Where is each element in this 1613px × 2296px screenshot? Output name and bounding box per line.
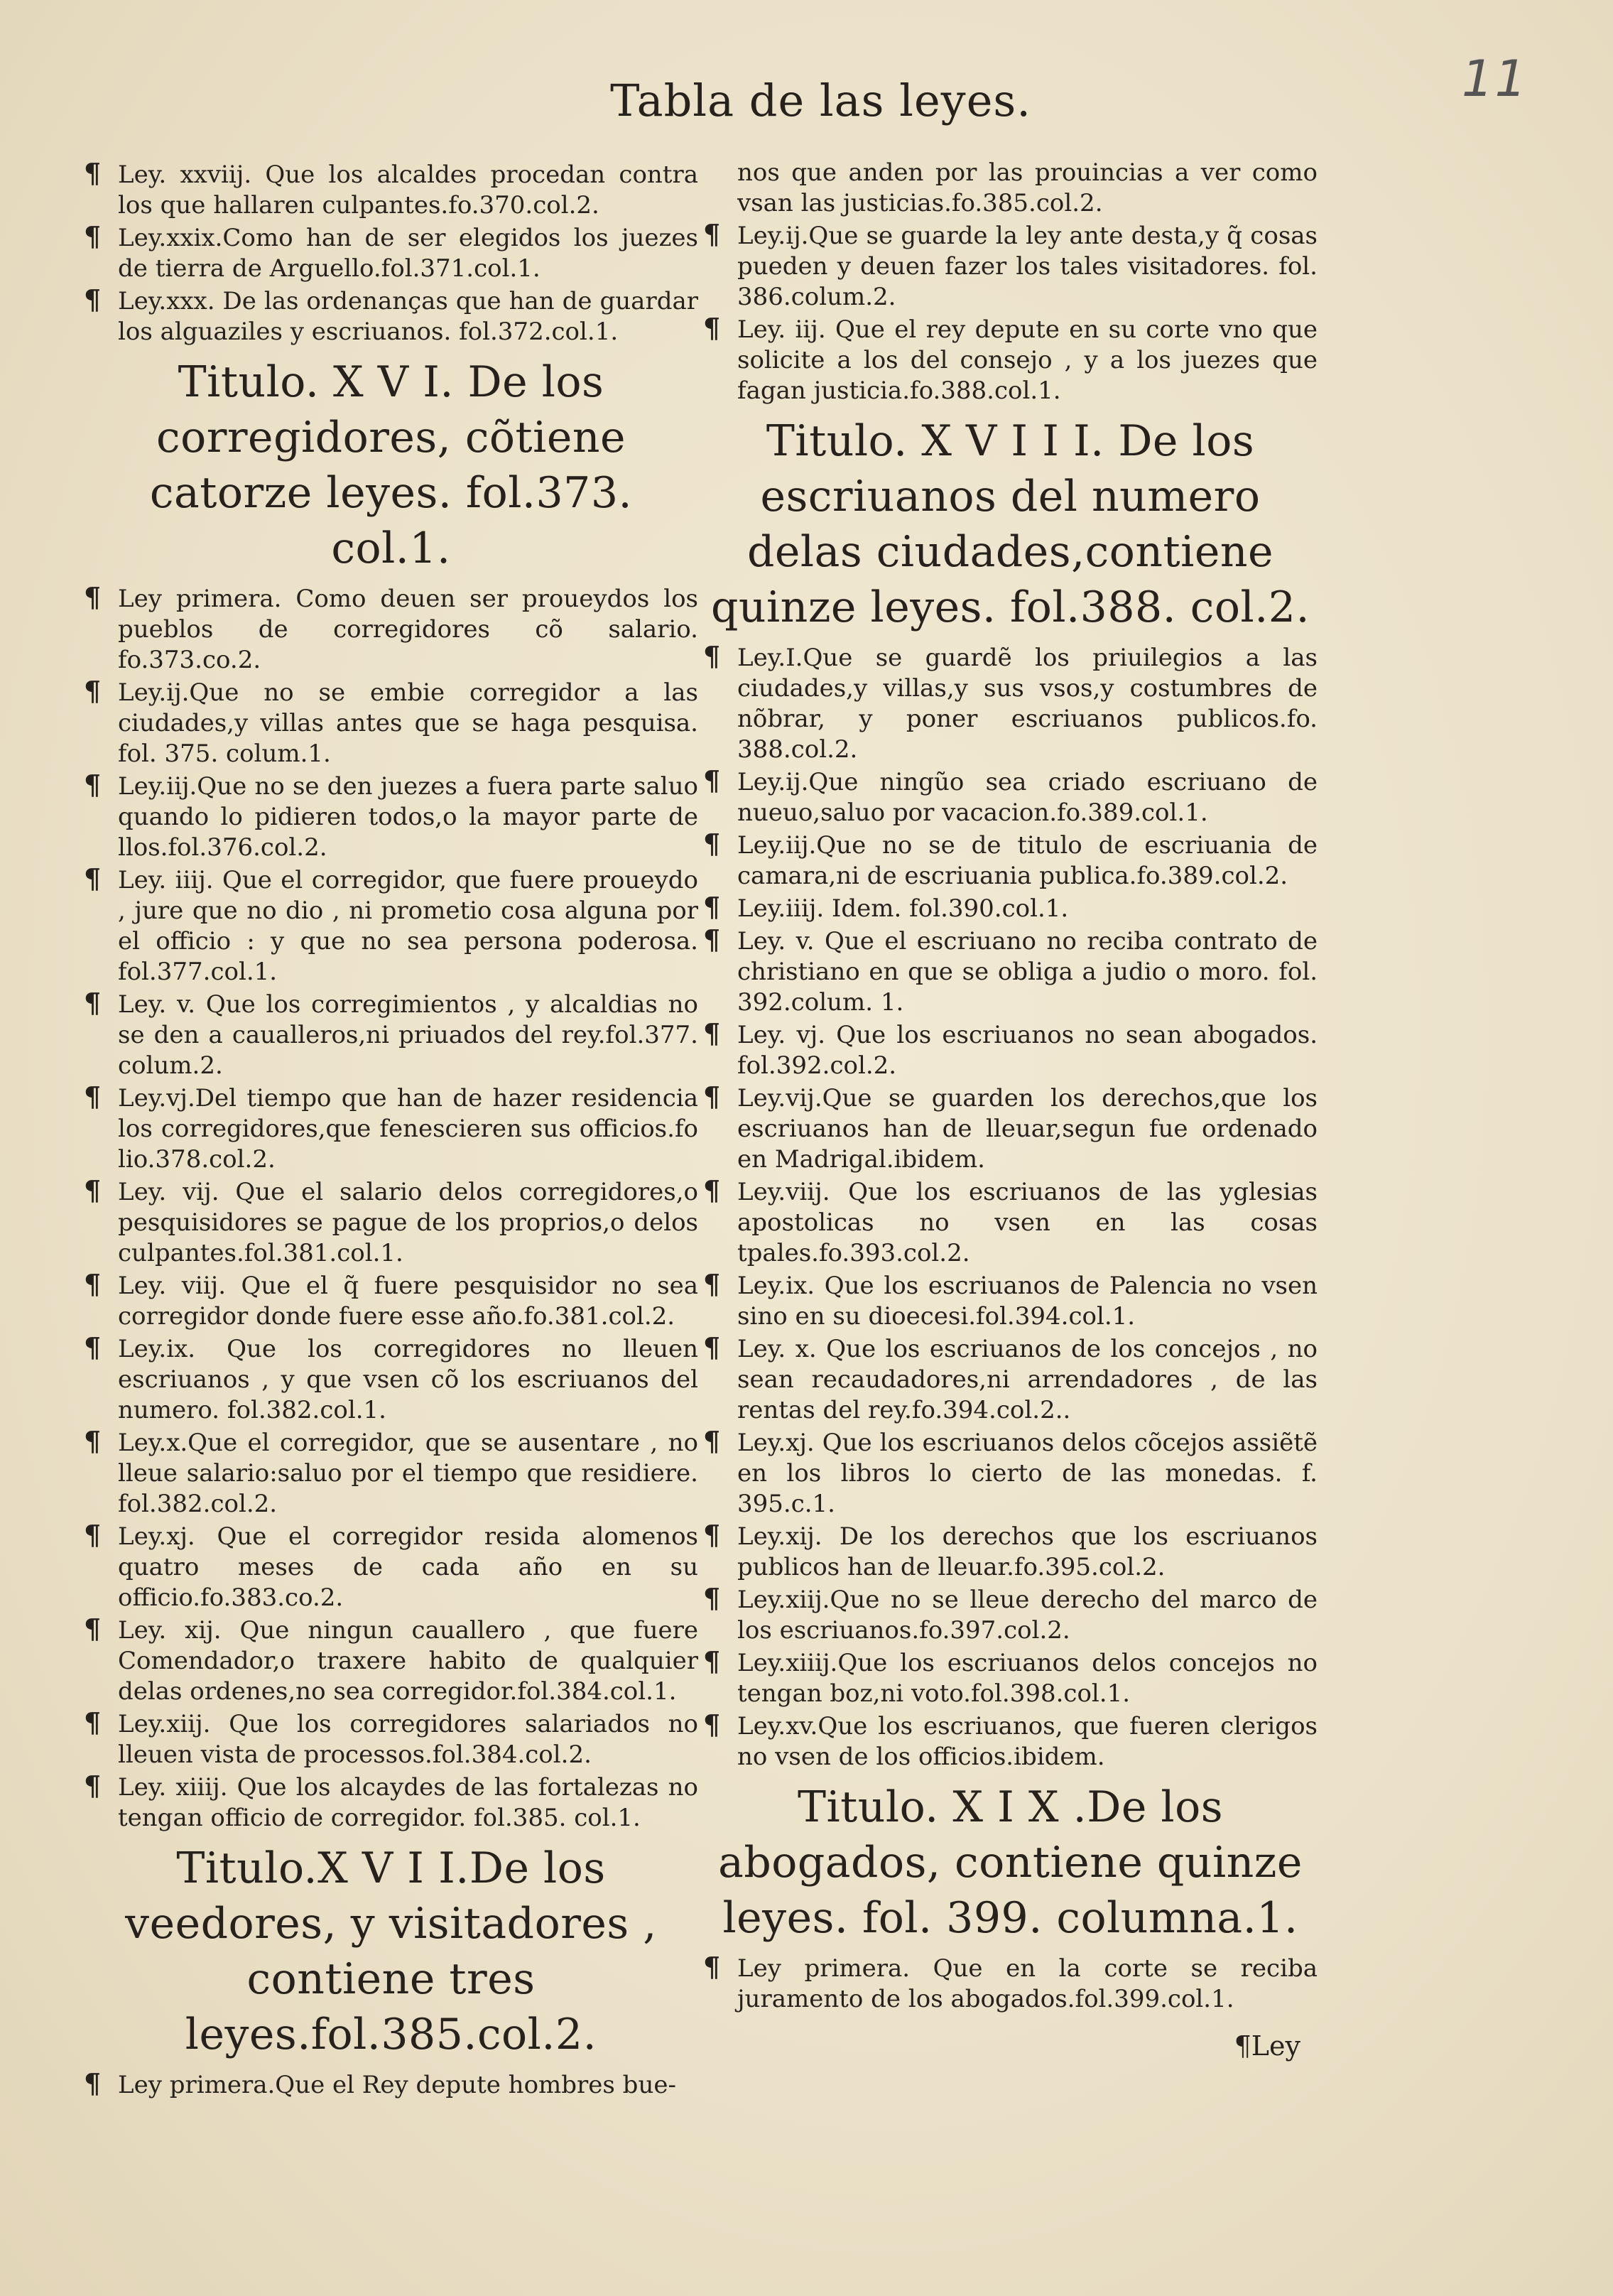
- entry-text: Ley.xiij.Que no se lleue derecho del marco de los escriuanos.fo.397.col.2.: [737, 1586, 1318, 1645]
- right-law-entry: [703, 1018, 1318, 1081]
- left-law-entry: [84, 676, 698, 769]
- entry-text: Ley.ij.Que se guarde la ley ante desta,y q̃ cosas pueden y deuen fazer los tales visitadores. fol. 386.colum.2.: [737, 222, 1318, 311]
- right-law-entry: [703, 1583, 1318, 1646]
- entry-text: Ley. v. Que los corregimientos , y alcaldias no se den a caualleros,ni priuados del rey.fol.377. colum.2.: [118, 990, 698, 1080]
- pilcrow-icon: ¶: [84, 1425, 102, 1457]
- pilcrow-icon: ¶: [703, 1081, 721, 1112]
- left-law-entry: [84, 1332, 698, 1426]
- right-law-entry: [703, 924, 1318, 1018]
- right-law-entry: [703, 219, 1318, 313]
- pilcrow-icon: ¶: [84, 1770, 102, 1802]
- pilcrow-icon: ¶: [84, 1268, 102, 1300]
- pilcrow-icon: ¶: [84, 157, 102, 189]
- pilcrow-icon: ¶: [84, 1174, 102, 1206]
- entry-text: Ley.ix. Que los corregidores no lleuen escriuanos , y que vsen cõ los escriuanos del numero. fol.382.col.1.: [118, 1335, 698, 1424]
- entry-text: Ley. xiiij. Que los alcaydes de las fortalezas no tengan officio de corregidor. fol.385. col.1.: [118, 1773, 698, 1832]
- right-law-entry: [703, 1332, 1318, 1426]
- right-law-entry: [703, 1081, 1318, 1175]
- left-law-entry: [84, 2068, 698, 2101]
- pilcrow-icon: ¶: [84, 1613, 102, 1645]
- right-law-entry: [703, 892, 1318, 924]
- entry-text: Ley.iij.Que no se den juezes a fuera parte saluo quando lo pidieren todos,o la mayor parte de llos.fol.376.col.2.: [118, 772, 698, 862]
- left-law-entry: [84, 769, 698, 863]
- folio-number: 11: [1461, 50, 1528, 108]
- entry-text: Ley. iiij. Que el corregidor, que fuere proueydo , jure que no dio , ni prometio cosa alguna por el officio : y que no sea persona poderosa. fol.377.col.1.: [118, 866, 698, 986]
- left-law-entry: [84, 1081, 698, 1175]
- pilcrow-icon: ¶: [84, 220, 102, 252]
- pilcrow-icon: ¶: [84, 862, 102, 894]
- entry-text: Ley.I.Que se guardẽ los priuilegios a las ciudades,y villas,y sus vsos,y costumbres de nõbrar, y poner escriuanos publicos.fo. 388.col.2.: [737, 644, 1318, 764]
- right-law-entry: [703, 828, 1318, 892]
- pilcrow-icon: ¶: [84, 1519, 102, 1551]
- pilcrow-icon: ¶: [703, 1582, 721, 1614]
- left-column: [84, 158, 698, 2101]
- entry-text: Ley.xj. Que los escriuanos delos cõcejos assiẽtẽ en los libros lo cierto de las monedas. f. 395.c.1.: [737, 1429, 1318, 1518]
- entry-text: Ley. viij. Que el q̃ fuere pesquisidor no sea corregidor donde fuere esse año.fo.381.col.2.: [118, 1272, 698, 1331]
- entry-text: Ley.ij.Que ningũo sea criado escriuano de nueuo,saluo por vacacion.fo.389.col.1.: [737, 768, 1318, 827]
- entry-text: Ley.vij.Que se guarden los derechos,que los escriuanos han de lleuar,segun fue ordenado en Madrigal.ibidem.: [737, 1084, 1318, 1174]
- left-law-entry: [84, 221, 698, 284]
- left-law-entry: [84, 863, 698, 987]
- right-law-entry: [703, 765, 1318, 828]
- pilcrow-icon: ¶: [703, 764, 721, 796]
- running-head: Tabla de las leyes.: [610, 75, 1031, 126]
- left-law-entry: [84, 284, 698, 347]
- left-law-entry: [84, 1269, 698, 1332]
- right-law-entry: [703, 1646, 1318, 1709]
- entry-text: Ley.xiiij.Que los escriuanos delos concejos no tengan boz,ni voto.fol.398.col.1.: [737, 1649, 1318, 1708]
- left-law-entry: [84, 1707, 698, 1770]
- entry-text: Ley.xxx. De las ordenanças que han de guardar los alguaziles y escriuanos. fol.372.col.1.: [118, 287, 698, 346]
- entry-text: Ley. xij. Que ningun cauallero , que fuere Comendador,o traxere habito de qualquier delas ordenes,no sea corregidor.fol.384.col.1.: [118, 1616, 698, 1706]
- pilcrow-icon: ¶: [703, 1645, 721, 1677]
- entry-text: Ley.vj.Del tiempo que han de hazer residencia los corregidores,que fenescieren sus officios.fo lio.378.col.2.: [118, 1084, 698, 1174]
- pilcrow-icon: ¶: [703, 1709, 721, 1740]
- entry-text: Ley primera. Que en la corte se reciba juramento de los abogados.fol.399.col.1.: [737, 1954, 1318, 2013]
- pilcrow-icon: ¶: [703, 1174, 721, 1206]
- catchword: [1234, 2030, 1300, 2062]
- pilcrow-icon: ¶: [703, 1331, 721, 1363]
- right-law-entry: [703, 1520, 1318, 1583]
- left-law-entry: [84, 1175, 698, 1269]
- entry-text: Ley.xiij. Que los corregidores salariados no lleuen vista de processos.fol.384.col.2.: [118, 1710, 698, 1769]
- right-law-entry: [703, 1175, 1318, 1269]
- pilcrow-icon: ¶: [84, 1081, 102, 1112]
- pilcrow-icon: ¶: [703, 218, 721, 250]
- entry-text: Ley.viij. Que los escriuanos de las yglesias apostolicas no vsen en las cosas tpales.fo.393.col.2.: [737, 1178, 1318, 1267]
- right-law-entry: [703, 1709, 1318, 1772]
- pilcrow-icon: ¶: [84, 581, 102, 613]
- catchword-text: Ley: [1251, 2030, 1300, 2062]
- entry-text: Ley.x.Que el corregidor, que se ausentare , no lleue salario:saluo por el tiempo que residiere. fol.382.col.2.: [118, 1429, 698, 1518]
- pilcrow-icon: ¶: [703, 891, 721, 923]
- entry-text: Ley.ij.Que no se embie corregidor a las ciudades,y villas antes que se haga pesquisa. fol. 375. colum.1.: [118, 678, 698, 768]
- left-law-entry: [84, 158, 698, 221]
- pilcrow-icon: ¶: [84, 1706, 102, 1738]
- pilcrow-icon: ¶: [84, 2067, 102, 2099]
- pilcrow-icon: ¶: [703, 1268, 721, 1300]
- entry-text: Ley. xxviij. Que los alcaldes procedan contra los que hallaren culpantes.fo.370.col.2.: [118, 161, 698, 220]
- pilcrow-icon: ¶: [84, 283, 102, 315]
- pilcrow-icon: ¶: [703, 828, 721, 860]
- pilcrow-icon: ¶: [84, 1331, 102, 1363]
- catchword-pilcrow: ¶: [1234, 2030, 1251, 2062]
- entry-text: Ley. vj. Que los escriuanos no sean abogados. fol.392.col.2.: [737, 1021, 1318, 1080]
- entry-text: Ley.xv.Que los escriuanos, que fueren clerigos no vsen de los officios.ibidem.: [737, 1712, 1318, 1771]
- entry-text: Ley. v. Que el escriuano no reciba contrato de christiano en que se obliga a judio o moro. fol. 392.colum. 1.: [737, 927, 1318, 1017]
- left-titulo-heading: Titulo.X V I I.De los veedores, y visitadores , contiene tres leyes.fol.385.col.2.: [125, 1843, 657, 2059]
- entry-text: nos que anden por las prouincias a ver como vsan las justicias.fo.385.col.2.: [737, 158, 1318, 217]
- right-law-entry: [703, 1269, 1318, 1332]
- entry-text: Ley primera. Como deuen ser proueydos los pueblos de corregidores cõ salario. fo.373.co.2.: [118, 585, 698, 674]
- right-law-entry: [703, 313, 1318, 406]
- entry-text: Ley.xij. De los derechos que los escriuanos publicos han de lleuar.fo.395.col.2.: [737, 1522, 1318, 1581]
- pilcrow-icon: ¶: [84, 675, 102, 707]
- pilcrow-icon: ¶: [703, 640, 721, 672]
- left-law-entry: [84, 1520, 698, 1613]
- entry-text: Ley.xxix.Como han de ser elegidos los juezes de tierra de Arguello.fol.371.col.1.: [118, 224, 698, 283]
- left-law-entry: [84, 1770, 698, 1834]
- pilcrow-icon: ¶: [703, 312, 721, 344]
- left-law-entry: [84, 1426, 698, 1520]
- pilcrow-icon: ¶: [703, 924, 721, 955]
- right-titulo-heading: Titulo. X V I I I. De los escriuanos del numero delas ciudades,contiene quinze leyes. fol.388. col.2.: [710, 416, 1310, 632]
- right-law-entry: [703, 1951, 1318, 2015]
- entry-text: Ley. x. Que los escriuanos de los concejos , no sean recaudadores,ni arrendadores , de las rentas del rey.fo.394.col.2..: [737, 1335, 1318, 1424]
- entry-text: Ley. iij. Que el rey depute en su corte vno que solicite a los del consejo , y a los juezes que fagan justicia.fo.388.col.1.: [737, 315, 1318, 405]
- right-law-entry: [703, 641, 1318, 765]
- entry-text: Ley. vij. Que el salario delos corregidores,o pesquisidores se pague de los proprios,o delos culpantes.fol.381.col.1.: [118, 1178, 698, 1267]
- pilcrow-icon: ¶: [84, 769, 102, 801]
- left-law-entry: [84, 1613, 698, 1707]
- right-law-entry: [703, 1426, 1318, 1520]
- left-law-entry: [84, 987, 698, 1081]
- pilcrow-icon: ¶: [703, 1951, 721, 1983]
- left-law-entry: [84, 582, 698, 676]
- right-law-entry: [703, 158, 1318, 219]
- pilcrow-icon: ¶: [703, 1017, 721, 1049]
- left-titulo-heading: Titulo. X V I. De los corregidores, cõtiene catorze leyes. fol.373. col.1.: [149, 357, 633, 573]
- entry-text: Ley.iij.Que no se de titulo de escriuania de camara,ni de escriuania publica.fo.389.col.2.: [737, 831, 1318, 890]
- right-titulo-heading: Titulo. X I X .De los abogados, contiene quinze leyes. fol. 399. columna.1.: [718, 1782, 1303, 1943]
- entry-text: Ley.xj. Que el corregidor resida alomenos quatro meses de cada año en su officio.fo.383.co.2.: [118, 1522, 698, 1612]
- pilcrow-icon: ¶: [84, 987, 102, 1019]
- pilcrow-icon: ¶: [703, 1519, 721, 1551]
- entry-text: Ley primera.Que el Rey depute hombres bue-: [118, 2071, 676, 2099]
- entry-text: Ley.iiij. Idem. fol.390.col.1.: [737, 894, 1069, 923]
- pilcrow-icon: ¶: [703, 1425, 721, 1457]
- entry-text: Ley.ix. Que los escriuanos de Palencia no vsen sino en su dioecesi.fol.394.col.1.: [737, 1272, 1318, 1331]
- right-column: [703, 158, 1318, 2015]
